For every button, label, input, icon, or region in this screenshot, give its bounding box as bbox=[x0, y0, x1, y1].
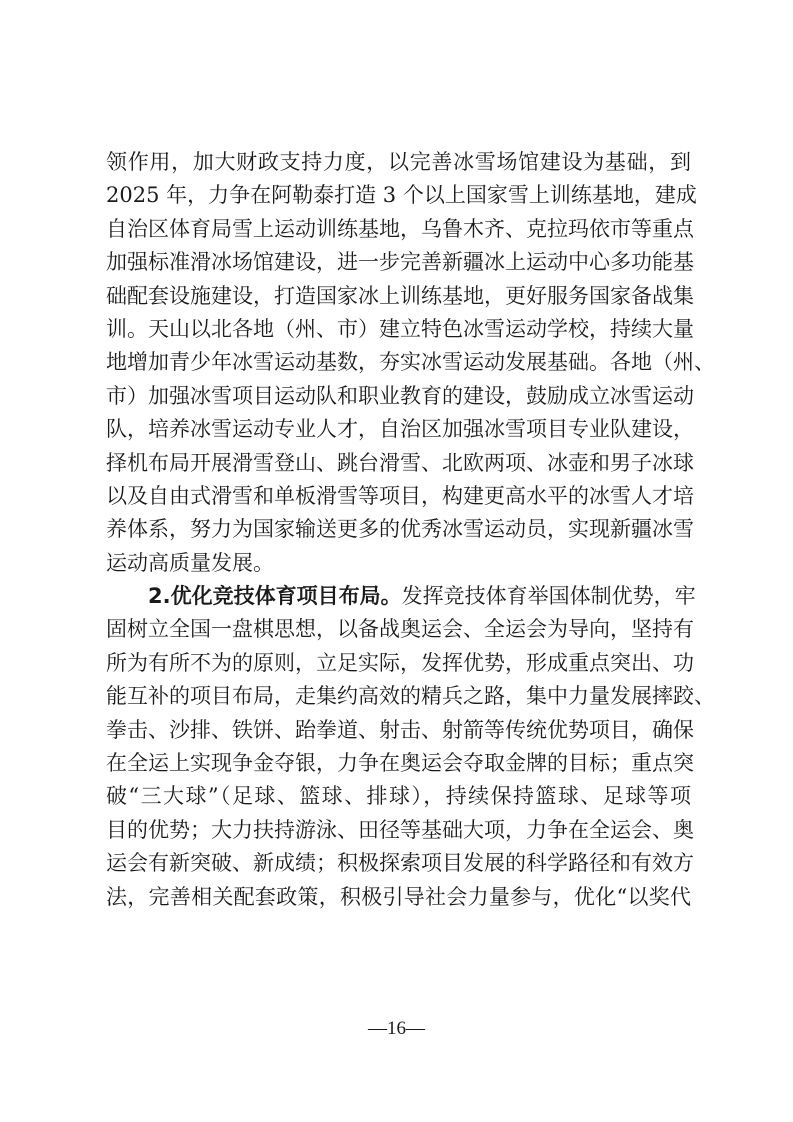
text-line: 以及自由式滑雪和单板滑雪等项目，构建更高水平的冰雪人才培 bbox=[106, 483, 694, 508]
text-line: 自治区体育局雪上运动训练基地，乌鲁木齐、克拉玛依市等重点 bbox=[106, 216, 694, 241]
paragraph-2 bbox=[106, 580, 715, 914]
text-line: 运动高质量发展。 bbox=[106, 550, 274, 575]
text-line: 加强标准滑冰场馆建设，进一步完善新疆冰上运动中心多功能基 bbox=[106, 250, 694, 275]
text-line: 领作用，加大财政支持力度，以完善冰雪场馆建设为基础，到 bbox=[106, 150, 691, 174]
text-line: 训。天山以北各地（州、市）建立特色冰雪运动学校，持续大量 bbox=[106, 316, 694, 341]
body-text bbox=[106, 146, 715, 914]
text-line: 础配套设施建设，打造国家冰上训练基地，更好服务国家备战集 bbox=[106, 283, 694, 308]
text-span: 发挥竞技体育举国体制优势，牢 bbox=[401, 584, 696, 609]
paragraph-1 bbox=[106, 146, 715, 580]
text-line: 2025 年，力争在阿勒泰打造 3 个以上国家雪上训练基地，建成 bbox=[106, 183, 697, 208]
page-number: —16— bbox=[368, 1018, 425, 1039]
text-line: 市）加强冰雪项目运动队和职业教育的建设，鼓励成立冰雪运动 bbox=[106, 383, 694, 408]
text-line: 地增加青少年冰雪运动基数，夯实冰雪运动发展基础。各地（州、 bbox=[106, 350, 715, 375]
text-line: 拳击、沙排、铁饼、跆拳道、射击、射箭等传统优势项目，确保 bbox=[106, 717, 694, 742]
text-line: 破“三大球”（足球、篮球、排球），持续保持篮球、足球等项 bbox=[106, 784, 691, 809]
text-line: 法，完善相关配套政策，积极引导社会力量参与，优化“以奖代 bbox=[106, 884, 691, 909]
text-line: 在全运上实现争金夺银，力争在奥运会夺取金牌的目标；重点突 bbox=[106, 751, 694, 776]
section-heading: 2.优化竞技体育项目布局。 bbox=[148, 584, 402, 609]
text-line: 目的优势；大力扶持游泳、田径等基础大项，力争在全运会、奥 bbox=[106, 817, 694, 842]
text-line: 择机布局开展滑雪登山、跳台滑雪、北欧两项、冰壶和男子冰球 bbox=[106, 450, 694, 475]
text-line: 固树立全国一盘棋思想，以备战奥运会、全运会为导向，坚持有 bbox=[106, 617, 694, 642]
text-line: 运会有新突破、新成绩；积极探索项目发展的科学路径和有效方 bbox=[106, 851, 694, 876]
text-line-with-heading bbox=[106, 580, 696, 613]
text-line: 所为有所不为的原则，立足实际，发挥优势，形成重点突出、功 bbox=[106, 650, 694, 675]
text-line: 能互补的项目布局，走集约高效的精兵之路，集中力量发展摔跤、 bbox=[106, 684, 715, 709]
text-line: 队，培养冰雪运动专业人才，自治区加强冰雪项目专业队建设， bbox=[106, 417, 694, 442]
text-line: 养体系，努力为国家输送更多的优秀冰雪运动员，实现新疆冰雪 bbox=[106, 517, 694, 542]
